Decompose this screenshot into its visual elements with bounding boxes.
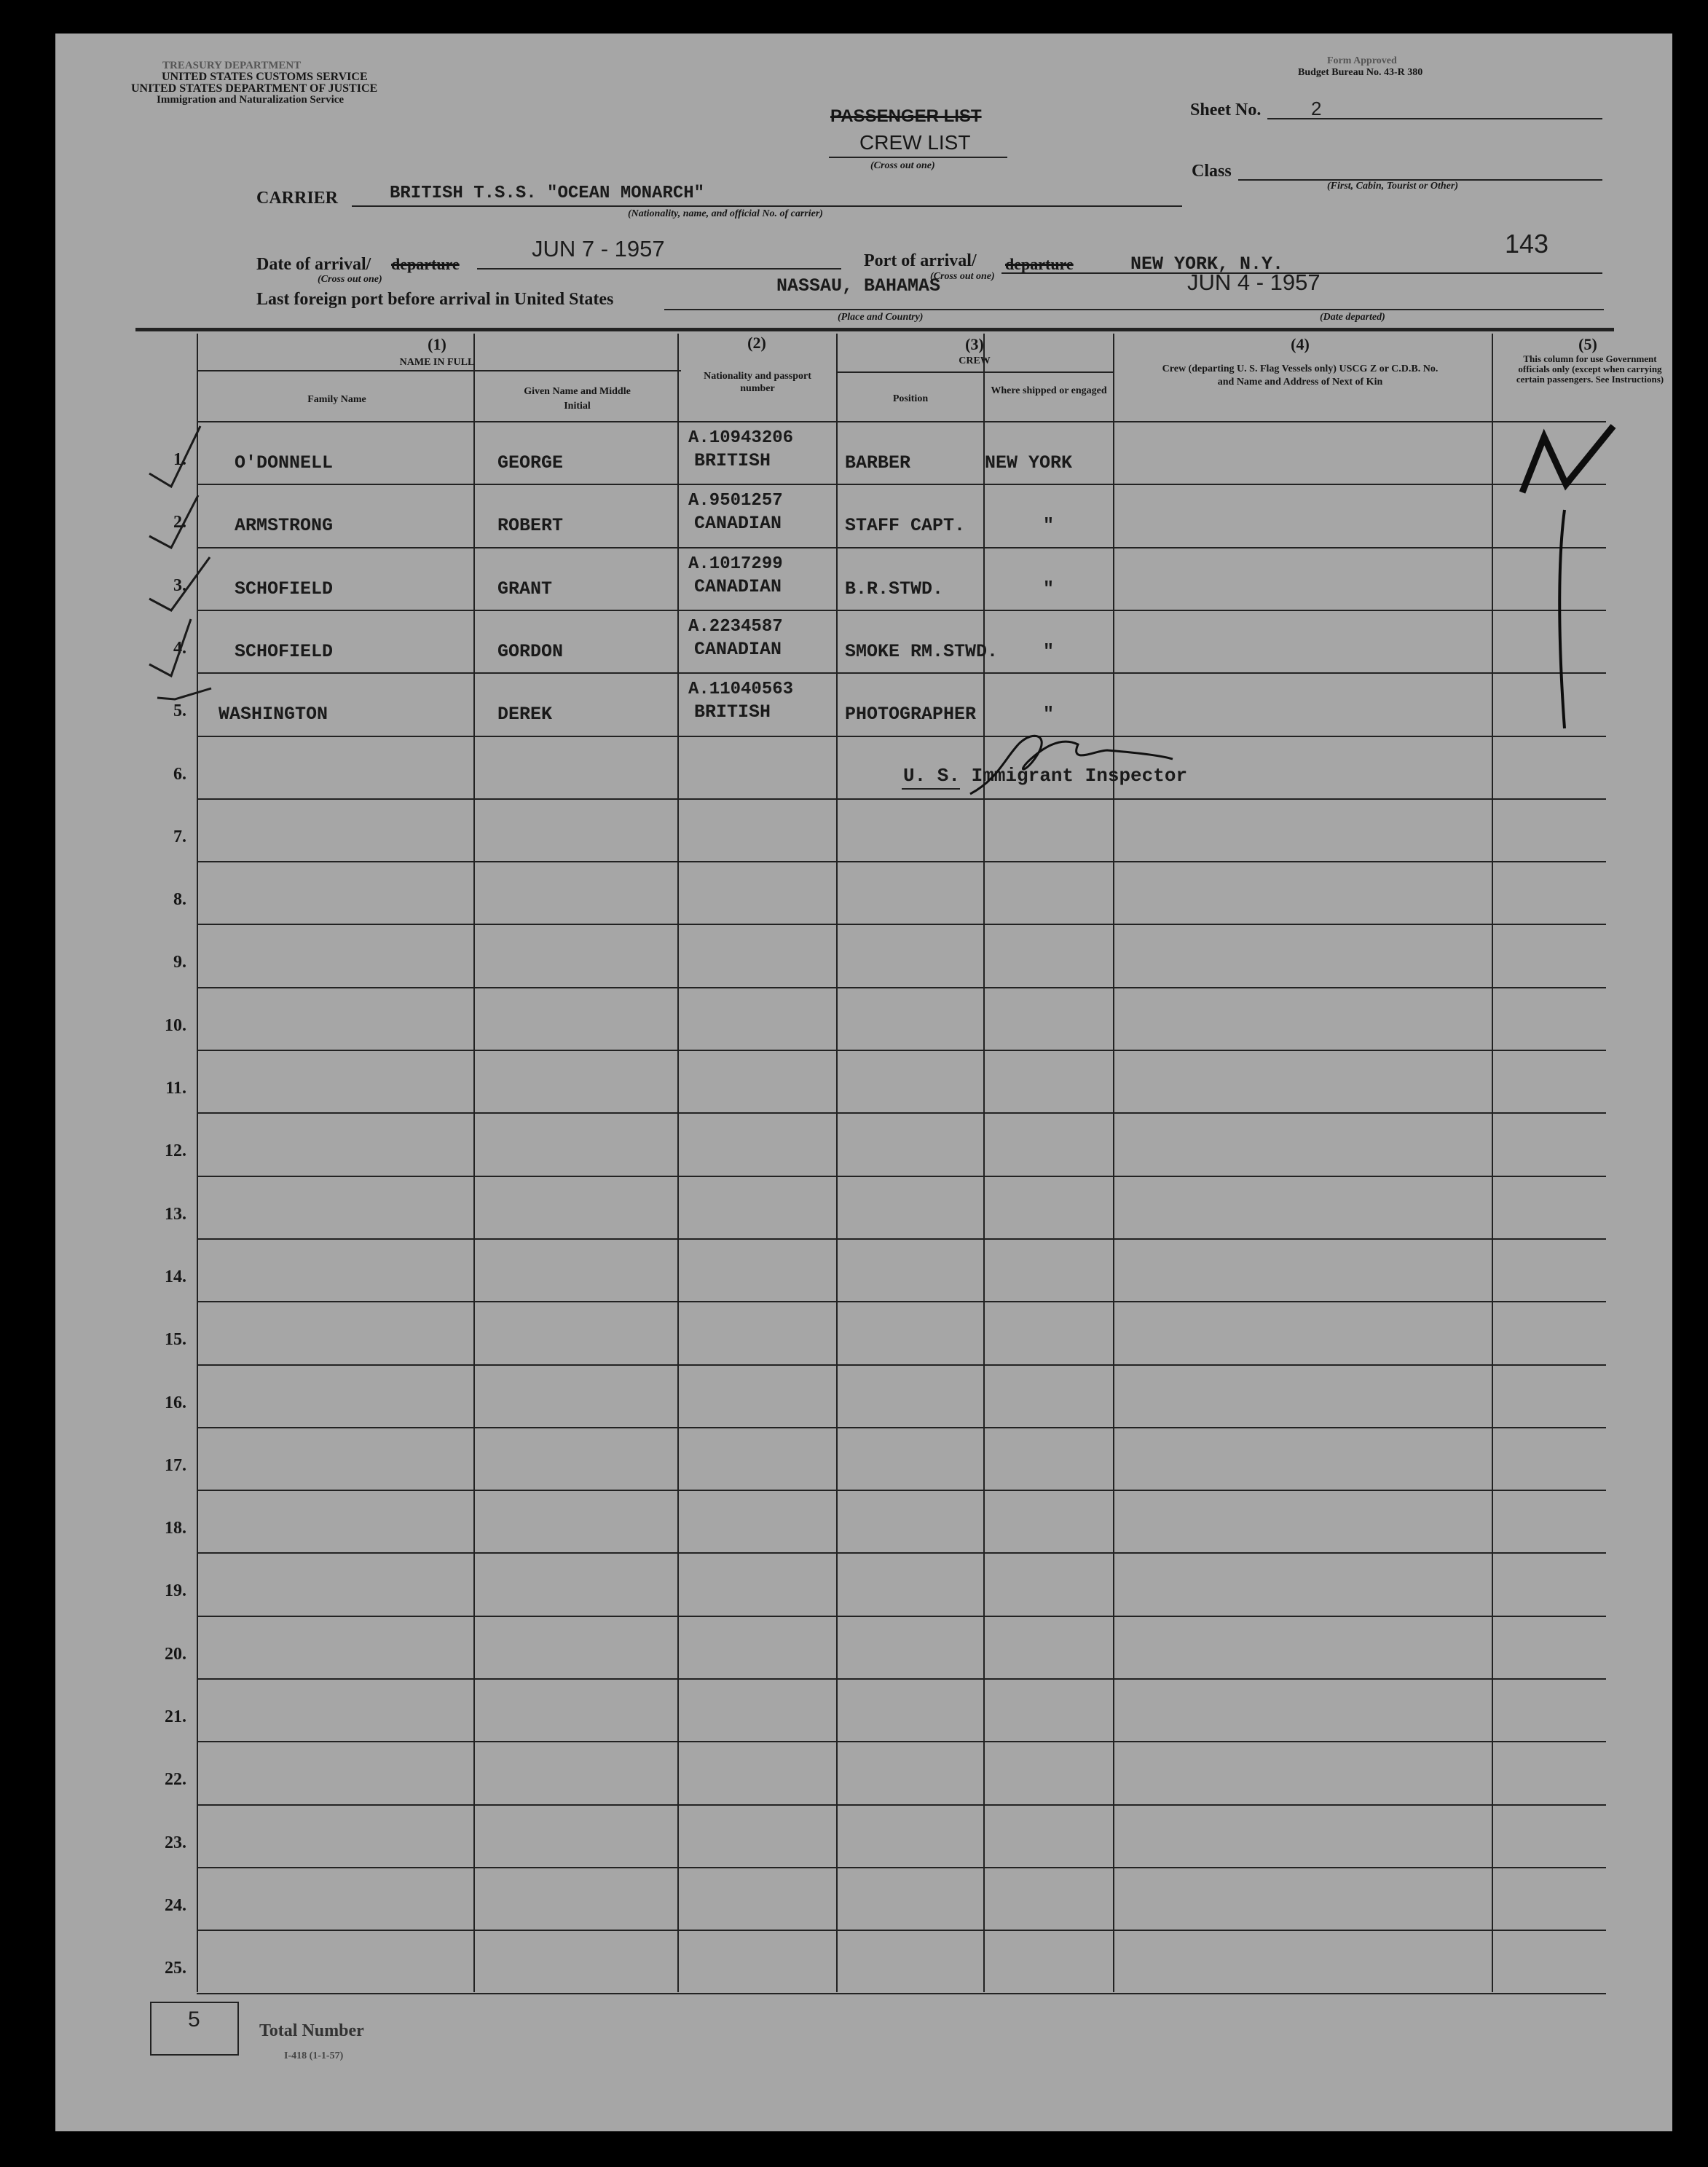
col4-number: (4) bbox=[1291, 335, 1310, 353]
agency-line-3: UNITED STATES DEPARTMENT OF JUSTICE bbox=[131, 82, 378, 95]
carrier-label: CARRIER bbox=[256, 189, 339, 208]
row-number: 15. bbox=[165, 1330, 186, 1349]
nationality-cell: BRITISH bbox=[694, 701, 771, 723]
row-number: 18. bbox=[165, 1519, 186, 1538]
family-name-cell: SCHOFIELD bbox=[235, 578, 334, 599]
family-name-cell: WASHINGTON bbox=[219, 704, 328, 725]
row-number: 19. bbox=[165, 1581, 186, 1600]
carrier-note: (Nationality, name, and official No. of carrier) bbox=[628, 208, 823, 219]
shipped-header: Where shipped or engaged bbox=[991, 385, 1107, 396]
row-number: 17. bbox=[165, 1456, 186, 1475]
row-number: 2. bbox=[173, 513, 186, 532]
budget-bureau-number: Budget Bureau No. 43-R 380 bbox=[1298, 67, 1423, 78]
cross-out-note-title: (Cross out one) bbox=[870, 160, 935, 171]
row-number: 8. bbox=[173, 890, 186, 909]
row-number: 10. bbox=[165, 1016, 186, 1035]
row-number: 25. bbox=[165, 1959, 186, 1978]
given-name-cell: GRANT bbox=[497, 578, 553, 599]
last-port-label: Last foreign port before arrival in United States bbox=[256, 290, 614, 309]
row-number: 23. bbox=[165, 1833, 186, 1852]
nationality-header: Nationality and passport number bbox=[704, 371, 811, 394]
given-name-cell: GORDON bbox=[497, 641, 564, 662]
row-number: 9. bbox=[173, 953, 186, 972]
given-name-cell: ROBERT bbox=[497, 515, 564, 536]
row-number: 16. bbox=[165, 1393, 186, 1412]
row-number: 1. bbox=[173, 450, 186, 469]
arrival-departure-struck: departure bbox=[391, 255, 460, 273]
col5-number: (5) bbox=[1578, 335, 1597, 353]
arrival-date-value: JUN 7 - 1957 bbox=[532, 236, 665, 261]
row-number: 11. bbox=[165, 1079, 186, 1098]
arrival-date-label: Date of arrival/ bbox=[256, 255, 371, 274]
row-number: 13. bbox=[165, 1205, 186, 1224]
port-departure-struck: departure bbox=[1005, 255, 1074, 273]
last-port-value: NASSAU, BAHAMAS bbox=[776, 275, 941, 296]
shipped-cell: " bbox=[1043, 578, 1055, 599]
passport-number-cell: A.2234587 bbox=[688, 617, 783, 637]
sheet-number-value: 2 bbox=[1311, 98, 1322, 119]
crew-header: CREW bbox=[959, 355, 991, 366]
name-in-full-header: NAME IN FULL bbox=[399, 357, 475, 368]
class-label: Class bbox=[1192, 162, 1232, 181]
row-number: 20. bbox=[165, 1645, 186, 1664]
row-number: 7. bbox=[173, 827, 186, 846]
arrival-date-note: (Cross out one) bbox=[318, 274, 382, 285]
list-number: 143 bbox=[1505, 229, 1549, 259]
position-cell: PHOTOGRAPHER bbox=[845, 704, 977, 725]
position-header: Position bbox=[892, 393, 929, 404]
family-name-header: Family Name bbox=[307, 394, 366, 405]
nationality-cell: CANADIAN bbox=[694, 576, 782, 597]
port-note: (Cross out one) bbox=[930, 271, 995, 282]
family-name-cell: ARMSTRONG bbox=[235, 515, 334, 536]
position-cell: BARBER bbox=[845, 452, 911, 473]
shipped-cell: " bbox=[1043, 704, 1055, 725]
passport-number-cell: A.9501257 bbox=[688, 491, 783, 511]
family-name-cell: O'DONNELL bbox=[235, 452, 334, 473]
row-number: 12. bbox=[165, 1141, 186, 1160]
col3-number: (3) bbox=[965, 335, 984, 353]
row-number: 3. bbox=[173, 576, 186, 595]
form-number: I-418 (1-1-57) bbox=[284, 2050, 344, 2061]
agency-line-4: Immigration and Naturalization Service bbox=[157, 94, 345, 106]
class-note: (First, Cabin, Tourist or Other) bbox=[1327, 181, 1458, 192]
col2-number: (2) bbox=[747, 334, 766, 352]
port-label: Port of arrival/ bbox=[864, 251, 977, 270]
agency-line-1: TREASURY DEPARTMENT bbox=[162, 60, 302, 71]
position-cell: SMOKE RM.STWD. bbox=[845, 641, 999, 662]
nationality-cell: CANADIAN bbox=[694, 639, 782, 660]
row-number: 5. bbox=[173, 701, 186, 720]
date-departed-value: JUN 4 - 1957 bbox=[1187, 270, 1321, 295]
last-port-note: (Place and Country) bbox=[838, 312, 924, 323]
family-name-cell: SCHOFIELD bbox=[235, 641, 334, 662]
col1-number: (1) bbox=[428, 335, 446, 353]
shipped-cell: NEW YORK bbox=[985, 452, 1073, 473]
crew-list-title: CREW LIST bbox=[859, 131, 971, 154]
date-departed-note: (Date departed) bbox=[1320, 312, 1385, 323]
passenger-list-title-struck: PASSENGER LIST bbox=[830, 106, 982, 126]
total-number-value: 5 bbox=[188, 2007, 200, 2032]
row-number: 24. bbox=[165, 1896, 186, 1915]
shipped-cell: " bbox=[1043, 641, 1055, 662]
passport-number-cell: A.11040563 bbox=[688, 680, 794, 699]
position-cell: STAFF CAPT. bbox=[845, 515, 966, 536]
carrier-value: BRITISH T.S.S. "OCEAN MONARCH" bbox=[390, 184, 705, 203]
shipped-cell: " bbox=[1043, 515, 1055, 536]
position-cell: B.R.STWD. bbox=[845, 578, 944, 599]
passport-number-cell: A.10943206 bbox=[688, 428, 794, 448]
given-name-cell: GEORGE bbox=[497, 452, 564, 473]
row-number: 6. bbox=[173, 765, 186, 784]
nationality-cell: CANADIAN bbox=[694, 513, 782, 534]
row-number: 21. bbox=[165, 1707, 186, 1726]
given-name-header: Given Name and Middle Initial bbox=[524, 386, 631, 412]
government-use-header: This column for use Government officials only (except when carrying certain passengers. See Instructions) bbox=[1516, 353, 1664, 385]
nationality-cell: BRITISH bbox=[694, 450, 771, 471]
row-number: 22. bbox=[165, 1770, 186, 1789]
agency-line-2: UNITED STATES CUSTOMS SERVICE bbox=[162, 71, 368, 83]
immigrant-inspector-stamp: U. S. Immigrant Inspector bbox=[903, 765, 1188, 787]
row-number: 4. bbox=[173, 639, 186, 658]
total-number-label: Total Number bbox=[259, 2021, 364, 2040]
next-of-kin-header: Crew (departing U. S. Flag Vessels only) USCG Z or C.D.B. No. and Name and Address of Next of Kin bbox=[1162, 363, 1439, 388]
sheet-number-label: Sheet No. bbox=[1190, 101, 1262, 119]
given-name-cell: DEREK bbox=[497, 704, 553, 725]
row-number: 14. bbox=[165, 1267, 186, 1286]
passport-number-cell: A.1017299 bbox=[688, 554, 783, 574]
form-approved-label: Form Approved bbox=[1327, 55, 1397, 66]
port-value: NEW YORK, N.Y. bbox=[1130, 253, 1284, 275]
